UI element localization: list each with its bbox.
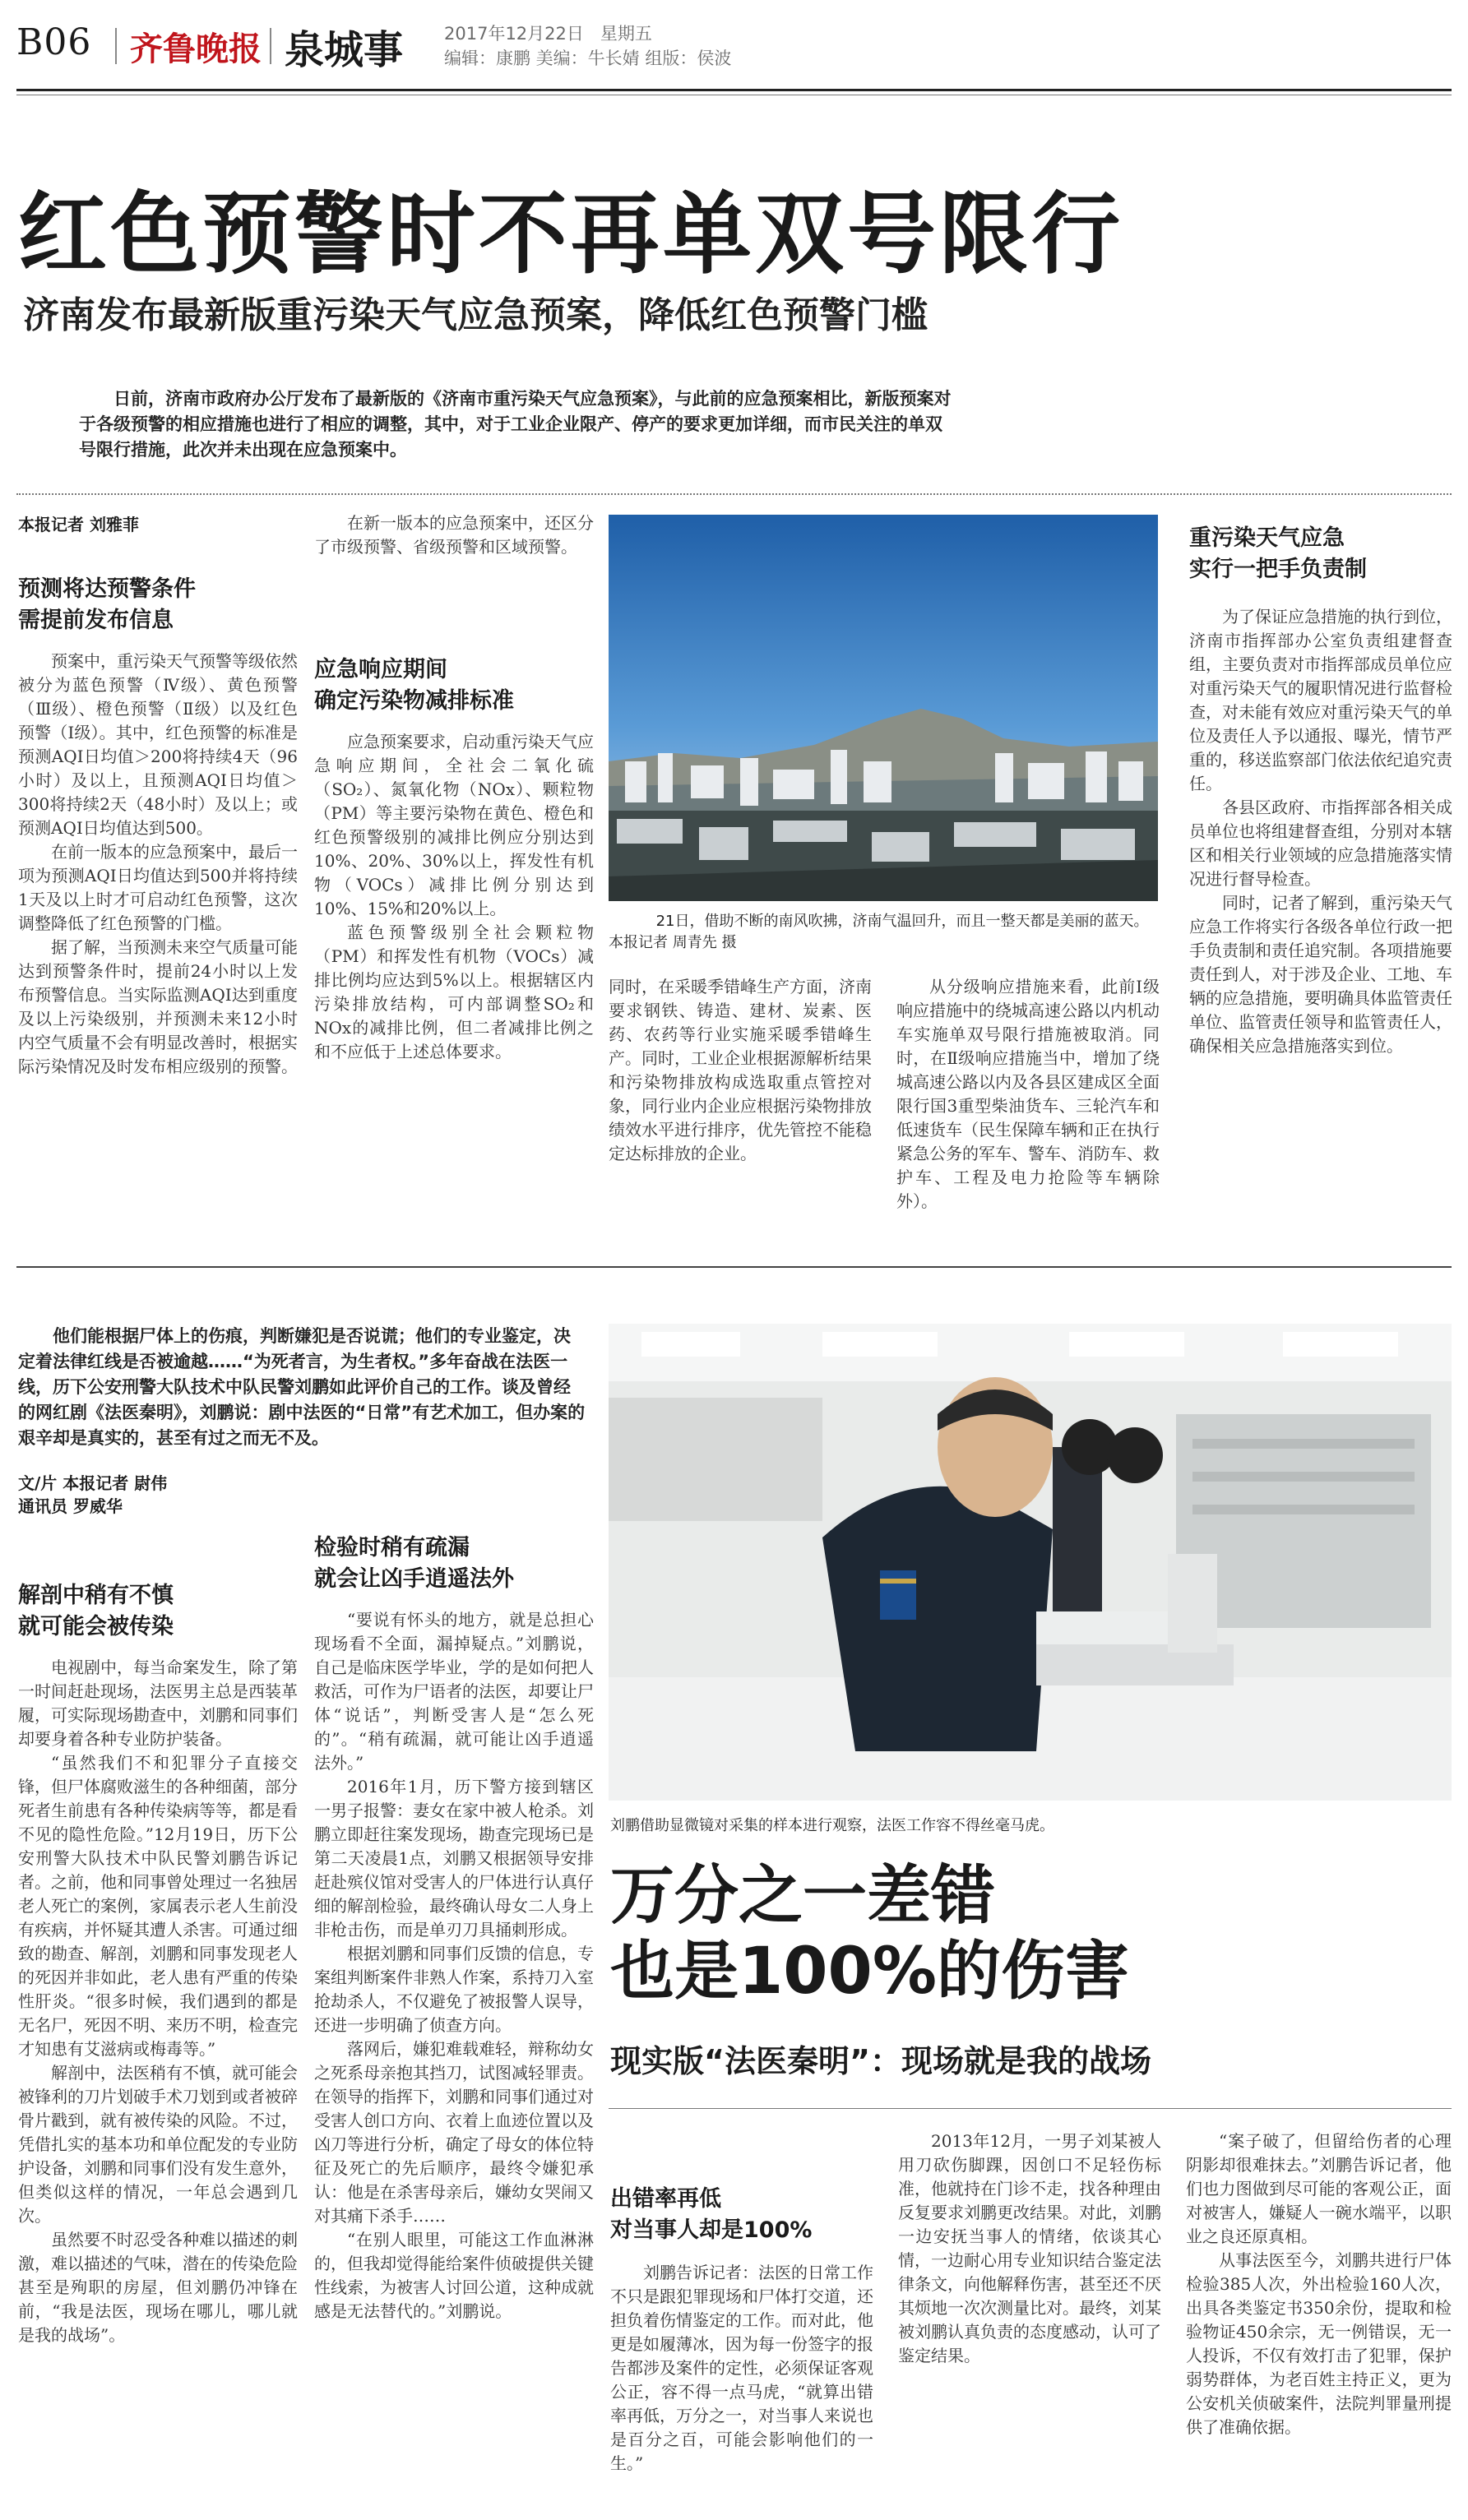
paragraph: 预案中，重污染天气预警等级依然被分为蓝色预警（Ⅳ级）、黄色预警（Ⅲ级）、橙色预警（Ⅱ级）以及红色预警（Ⅰ级）。其中，红色预警的标准是预测AQI日均值＞200将持续4天（96小时）及以上，且预测AQI日均值＞300将持续2天（48小时）及以上；或预测AQI日均值达到500。 bbox=[18, 651, 298, 838]
paragraph: 同时，记者了解到，重污染天气应急工作将实行各级各单位行政一把手负责制和责任追究制。各项措施要责任到人，对于涉及企业、工地、车辆的应急措施，要明确具体监管责任单位、监管责任领导和监管责任人，确保相关应急措施落实到位。 bbox=[1189, 893, 1452, 1056]
header-divider-2 bbox=[270, 28, 271, 64]
paragraph: 应急预案要求，启动重污染天气应急响应期间，全社会二氧化硫（SO₂）、氮氧化物（NOx）、颗粒物（PM）等主要污染物在黄色、橙色和红色预警级别的减排比例应分别达到10%、20%、30%以上，挥发性有机物（VOCs）减排比例分别达到10%、15%和20%以上。 bbox=[314, 732, 594, 918]
date-text: 2017年12月22日 bbox=[444, 24, 584, 44]
story2-sec2-title: 检验时稍有疏漏 就会让凶手逍遥法外 bbox=[314, 1535, 514, 1592]
story1-col1-text bbox=[18, 650, 298, 1079]
story2-col2-text bbox=[314, 1608, 594, 2503]
paragraph: 为了保证应急措施的执行到位，济南市指挥部办公室负责组建督查组，主要负责对市指挥部成员单位应对重污染天气的履职情况进行监督检查，对未能有效应对重污染天气的单位及责任人予以通报、曝光，情节严重的，移送监察部门依法依纪追究责任。 bbox=[1189, 607, 1452, 793]
story1-col3a-text bbox=[609, 975, 872, 1222]
paragraph: 在前一版本的应急预案中，最后一项为预测AQI日均值达到500并将持续1天及以上时才可启动红色预警，这次调整降低了红色预警的门槛。 bbox=[18, 842, 298, 933]
city-skyline-photo bbox=[609, 515, 1158, 901]
paragraph: 根据刘鹏和同事们反馈的信息，专案组判断案件非熟人作案，系持刀入室抢劫杀人，不仅避免了被报警人误导，还进一步明确了侦查方向。 bbox=[314, 1944, 594, 2035]
story2-col3b-text bbox=[898, 2129, 1161, 2503]
paragraph: 从事法医至今，刘鹏共进行尸体检验385人次，外出检验160人次，出具各类鉴定书350余份，提取和检验物证450余宗，无一例错误，无一人投诉，不仅有效打击了犯罪，保护弱势群体，为老百姓主持正义，更为公安机关侦破案件，法院判罪量刑提供了准确依据。 bbox=[1186, 2250, 1452, 2437]
paragraph: 刘鹏告诉记者：法医的日常工作不只是跟犯罪现场和尸体打交道，还担负着伤情鉴定的工作。而对此，他更是如履薄冰，因为每一份签字的报告都涉及案件的定性，必须保证客观公正，容不得一点马虎，“就算出错率再低，万分之一，对当事人来说也是百分之百，可能会影响他们的一生。” bbox=[610, 2263, 873, 2473]
story1-byline: 本报记者 刘雅菲 bbox=[18, 515, 139, 534]
paragraph: 落网后，嫌犯难载难轻，辩称幼女之死系母亲抱其挡刀，试图减轻罪责。在领导的指挥下，刘鹏和同事们通过对受害人创口方向、衣着上血迹位置以及凶刀等进行分析，确定了母女的体位特征及死亡的先后顺序，最终令嫌犯承认：他是在杀害母亲后，嫌幼女哭闹又对其痛下杀手…… bbox=[314, 2039, 594, 2226]
header-rule bbox=[16, 89, 1452, 91]
story2-byline: 文/片 本报记者 尉伟 通讯员 罗威华 bbox=[18, 1473, 168, 1516]
weekday-text: 星期五 bbox=[600, 24, 652, 44]
headline-rule bbox=[609, 2108, 1452, 2109]
paragraph: 2013年12月，一男子刘某被人用刀砍伤脚踝，因创口不足轻伤标准，他就持在门诊不走，找各种理由反复要求刘鹏更改结果。对此，刘鹏一边安抚当事人的情绪，依谈其心情，一边耐心用专业知识结合鉴定法律条文，向他解释伤害，甚至还不厌其烦地一次次测量比对。最终，刘某被刘鹏认真负责的态度感动，认可了鉴定结果。 bbox=[898, 2131, 1161, 2365]
story1-col3b-text bbox=[896, 975, 1160, 1222]
microscope-officer-photo-art bbox=[609, 1324, 1452, 1801]
story1-sec1-title: 预测将达预警条件 需提前发布信息 bbox=[18, 576, 196, 633]
story2-col1-text bbox=[18, 1656, 298, 2503]
paragraph: “在别人眼里，可能这工作血淋淋的，但我却觉得能给案件侦破提供关键性线索，为被害人讨回公道，这种成就感是无法替代的。”刘鹏说。 bbox=[314, 2230, 594, 2321]
paragraph: “案子破了，但留给伤者的心理阴影却很难抹去。”刘鹏告诉记者，他们也力图做到尽可能的客观公正，面对被害人，嫌疑人一碗水端平，以职业之良还原真相。 bbox=[1186, 2131, 1452, 2246]
story2-lead: 他们能根据尸体上的伤痕，判断嫌犯是否说谎；他们的专业鉴定，决定着法律红线是否被逾越……“为死者言，为生者权。”多年奋战在法医一线，历下公安刑警大队技术中队民警刘鹏如此评价自己的工作。谈及曾经的网红剧《法医秦明》，刘鹏说：剧中法医的“日常”有艺术加工，但办案的艰辛却是真实的，甚至有过之而无不及。 bbox=[18, 1326, 586, 1448]
paragraph: 各县区政府、市指挥部各相关成员单位也将组建督查组，分别对本辖区和相关行业领域的应急措施落实情况进行督导检查。 bbox=[1189, 798, 1452, 889]
editor-credits: 编辑：康鹏 美编：牛长婧 组版：侯波 bbox=[444, 49, 732, 68]
story2-big-subheadline: 现实版“法医秦明”：现场就是我的战场 bbox=[610, 2043, 1151, 2079]
story1-sec3-title: 重污染天气应急 实行一把手负责制 bbox=[1189, 525, 1367, 582]
paragraph: “虽然我们不和犯罪分子直接交锋，但尸体腐败滋生的各种细菌，部分死者生前患有各种传染病等等，都是看不见的隐性危险。”12月19日，历下公安刑警大队技术中队民警刘鹏告诉记者。之前，他和同事曾处理过一名独居老人死亡的案例，家属表示老人生前没有疾病，并怀疑其遭人杀害。可通过细致的勘查、解剖，刘鹏和同事发现老人的死因并非如此，老人患有严重的传染性肝炎。“很多时候，我们遇到的都是无名尸，死因不明、来历不明，检查完才知患有艾滋病或梅毒等。” bbox=[18, 1753, 298, 2059]
microscope-officer-photo bbox=[609, 1324, 1452, 1801]
story1-col2-text bbox=[314, 511, 594, 559]
story2-sec3-title: 出错率再低 对当事人却是100% bbox=[610, 2186, 813, 2243]
story2-col3a-text bbox=[610, 2261, 873, 2503]
story-separator bbox=[16, 1266, 1452, 1268]
story1-lead: 日前，济南市政府办公厅发布了最新版的《济南市重污染天气应急预案》，与此前的应急预案相比，新版预案对于各级预警的相应措施也进行了相应的调整，其中，对于工业企业限产、停产的要求更加详细，而市民关注的单双号限行措施，此次并未出现在应急预案中。 bbox=[79, 389, 952, 460]
story2-col4-text bbox=[1186, 2129, 1452, 2503]
paragraph: 蓝色预警级别全社会颗粒物（PM）和挥发性有机物（VOCs）减排比例均应达到5%以上。根据辖区内污染排放结构，可内部调整SO₂和NOx的减排比例，但二者减排比例之和不应低于上述总体要求。 bbox=[314, 922, 594, 1061]
paragraph: 同时，在采暖季错峰生产方面，济南要求钢铁、铸造、建材、炭素、医药、农药等行业实施采暖季错峰生产。同时，工业企业根据源解析结果和污染物排放构成选取重点管控对象，同行业内企业应根据污染物排放绩效水平进行排序，优先管控不能稳定达标排放的企业。 bbox=[609, 977, 872, 1163]
masthead-logo: 齐鲁晚报 bbox=[130, 30, 262, 68]
issue-date bbox=[444, 21, 652, 46]
story1-sec2-title: 应急响应期间 确定污染物减排标准 bbox=[314, 657, 514, 714]
story2-sec1-title: 解剖中稍有不慎 就可能会被传染 bbox=[18, 1583, 174, 1639]
story1-col4-text bbox=[1189, 605, 1452, 1222]
paragraph: 在新一版本的应急预案中，还区分了市级预警、省级预警和区域预警。 bbox=[314, 513, 594, 557]
paragraph: 电视剧中，每当命案发生，除了第一时间赶赴现场，法医男主总是西装革履，可实际现场勘查中，刘鹏和同事们却要身着各种专业防护装备。 bbox=[18, 1658, 298, 1749]
story1-col2-text-b bbox=[314, 730, 594, 1215]
paragraph: 2016年1月，历下警方接到辖区一男子报警：妻女在家中被人枪杀。刘鹏立即赶往案发现场，勘查完现场已是第二天凌晨1点，刘鹏又根据领导安排赶赴殡仪馆对受害人的尸体进行认真仔细的解剖检验，最终确认母女二人身上非枪击伤，而是单刃刀具捅刺形成。 bbox=[314, 1777, 594, 1940]
paragraph: “要说有怀头的地方，就是总担心现场看不全面，漏掉疑点。”刘鹏说，自己是临床医学毕业，学的是如何把人救活，可作为尸语者的法医，却要让尸体“说话”，判断受害人是“怎么死的”。“稍有疏漏，就可能让凶手逍遥法外。” bbox=[314, 1610, 594, 1773]
smog-photo-caption: 21日，借助不断的南风吹拂，济南气温回升，而且一整天都是美丽的蓝天。 本报记者 周青先 摄 bbox=[609, 913, 1149, 951]
paragraph: 解剖中，法医稍有不慎，就可能会被锋利的刀片划破手术刀划到或者被碎骨片戳到，就有被传染的风险。不过，凭借扎实的基本功和单位配发的专业防护设备，刘鹏和同事们没有发生意外，但类似这样的情况，一年总会遇到几次。 bbox=[18, 2063, 298, 2226]
forensic-photo-caption: 刘鹏借助显微镜对采集的样本进行观察，法医工作容不得丝毫马虎。 bbox=[610, 1817, 1054, 1834]
paragraph: 据了解，当预测未来空气质量可能达到预警条件时，提前24小时以上发布预警信息。当实际监测AQI达到重度及以上污染级别，并预测未来12小时内空气质量不会有明显改善时，根据实际污染情况及时发布相应级别的预警。 bbox=[18, 937, 298, 1076]
story1-headline: 红色预警时不再单双号限行 bbox=[18, 183, 1124, 286]
story1-divider bbox=[16, 493, 1452, 495]
story2-big-headline: 万分之一差错 也是100%的伤害 bbox=[610, 1859, 1129, 2009]
story1-subheadline: 济南发布最新版重污染天气应急预案，降低红色预警门槛 bbox=[23, 294, 928, 336]
header-divider bbox=[115, 28, 117, 64]
paragraph: 虽然要不时忍受各种难以描述的刺激，难以描述的气味，潜在的传染危险甚至是殉职的房屋，但刘鹏仍冲锋在前，“我是法医，现场在哪儿，哪儿就是我的战场”。 bbox=[18, 2230, 298, 2345]
city-skyline-photo-art bbox=[609, 515, 1158, 901]
paragraph: 从分级响应措施来看，此前Ⅰ级响应措施中的绕城高速公路以内机动车实施单双号限行措施被取消。同时，在Ⅱ级响应措施当中，增加了绕城高速公路以内及各县区建成区全面限行国3重型柴油货车、三轮汽车和低速货车（民生保障车辆和正在执行紧急公务的军车、警车、消防车、救护车、工程及电力抢险等车辆除外）。 bbox=[896, 977, 1160, 1211]
page-number: B06 bbox=[16, 21, 92, 63]
section-name: 泉城事 bbox=[285, 27, 404, 73]
